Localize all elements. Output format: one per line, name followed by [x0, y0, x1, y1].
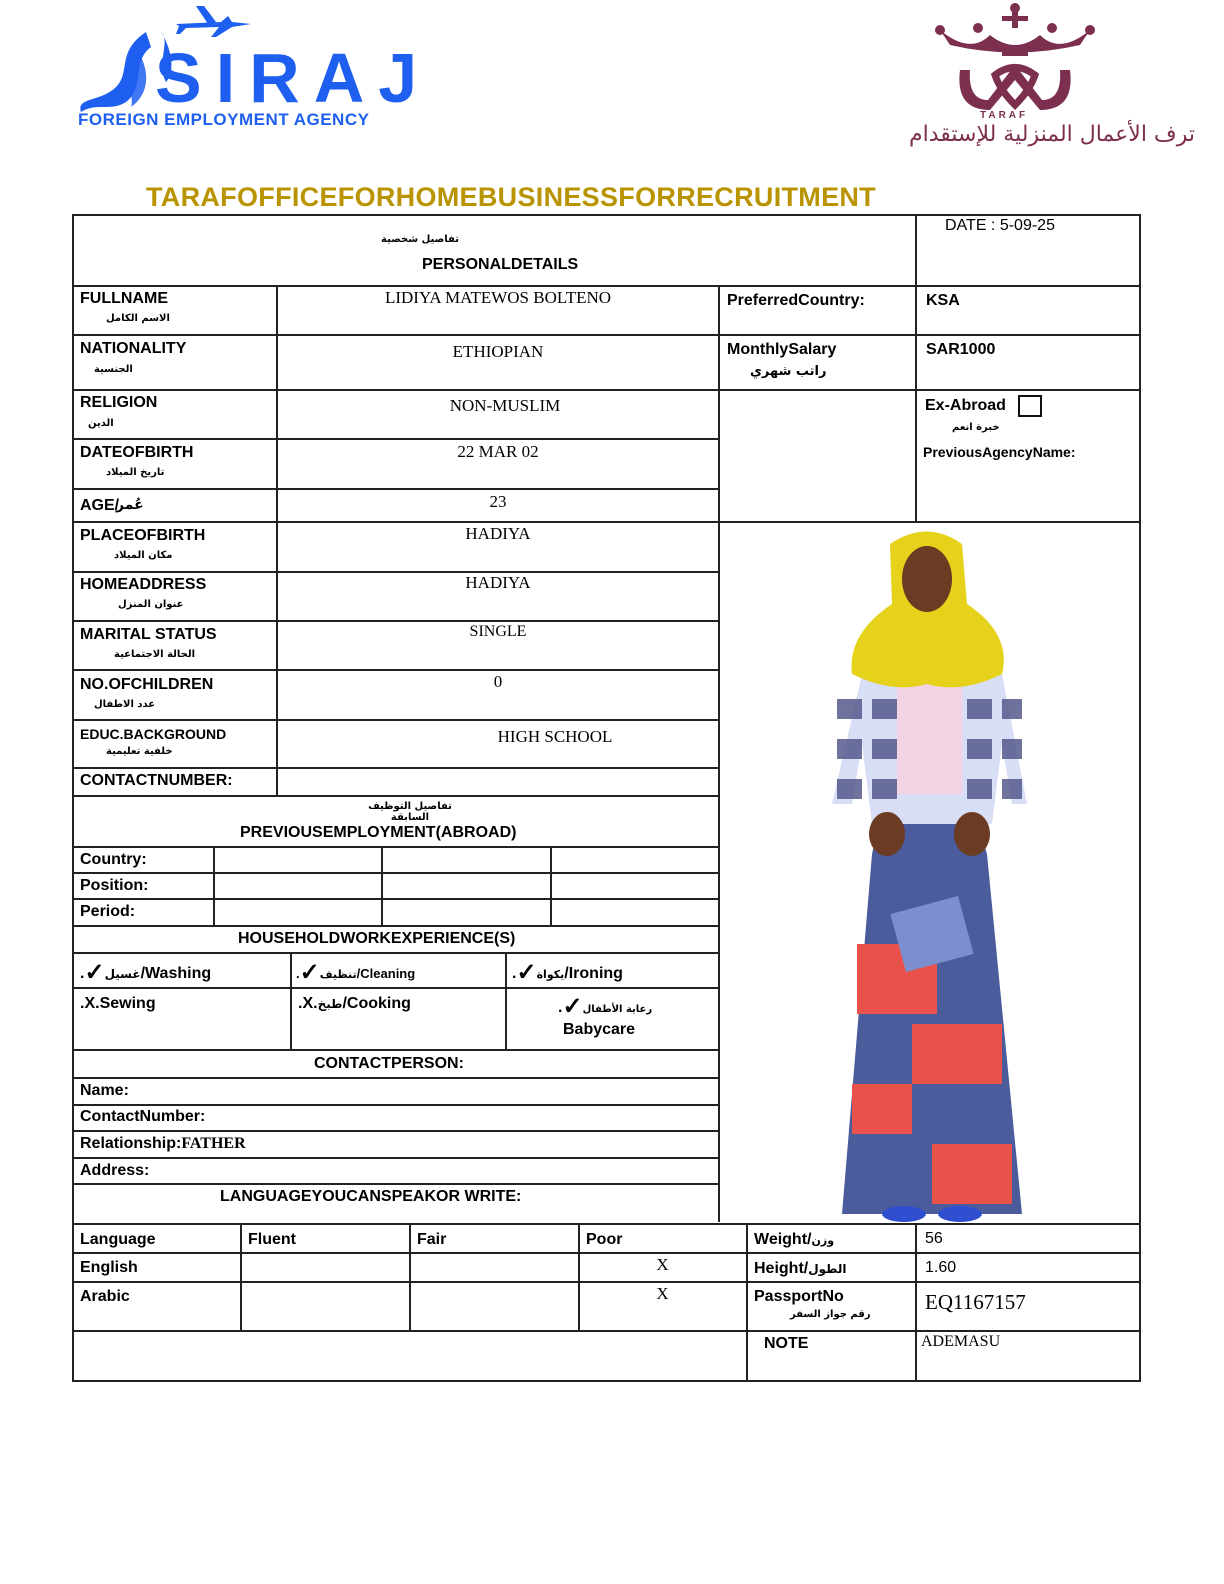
contact-number-value[interactable]	[282, 772, 712, 792]
previous-agency-label: PreviousAgencyName:	[923, 444, 1076, 460]
ex-abroad-label: Ex-Abroad	[925, 397, 1006, 414]
religion-label: RELIGION	[80, 394, 158, 411]
prev-employment-country-label: Country:	[80, 851, 147, 868]
religion-value[interactable]: NON-MUSLIM	[449, 396, 561, 415]
prev-employment-country-3[interactable]	[554, 849, 716, 869]
age-value[interactable]: 23	[489, 492, 507, 511]
note-value[interactable]: ADEMASU	[921, 1333, 1001, 1350]
x-mark: X	[302, 995, 314, 1012]
height-value[interactable]: 1.60	[925, 1259, 957, 1276]
passport-value[interactable]: EQ1167157	[925, 1290, 1026, 1314]
skill-cleaning[interactable]: .✓تنظيف/Cleaning	[296, 959, 416, 986]
prev-employment-position-3[interactable]	[554, 875, 716, 895]
contact-address-label: Address:	[80, 1162, 150, 1179]
applicant-photo	[722, 524, 1138, 1222]
monthly-salary-label: MonthlySalary	[727, 341, 837, 358]
lang-english-fluent[interactable]	[242, 1255, 407, 1277]
contact-number-person-label: ContactNumber:	[80, 1108, 206, 1125]
contact-person-heading: CONTACTPERSON:	[314, 1055, 464, 1072]
monthly-salary-value[interactable]: SAR1000	[926, 341, 996, 358]
weight-label-group	[754, 1231, 834, 1249]
passport-label: PassportNo	[754, 1288, 844, 1305]
prev-employment-period-label: Period:	[80, 903, 136, 920]
prev-employment-position-label: Position:	[80, 877, 149, 894]
form-date: DATE : 5-09-25	[945, 217, 1055, 234]
lang-arabic-poor[interactable]: X	[656, 1284, 669, 1303]
taraf-crown-logo	[930, 0, 1100, 125]
skill-sewing[interactable]: .X.Sewing	[80, 995, 156, 1012]
check-icon: ✓	[562, 993, 583, 1020]
contact-number-label: CONTACTNUMBER:	[80, 772, 233, 789]
note-label: NOTE	[764, 1335, 809, 1352]
prev-employment-position-2[interactable]	[385, 875, 547, 895]
siraj-subtitle: FOREIGN EMPLOYMENT AGENCY	[78, 110, 370, 129]
marital-status-label-ar: الحالة الاجتماعية	[114, 649, 196, 660]
education-value[interactable]: HIGH SCHOOL	[497, 727, 613, 746]
home-address-value[interactable]: HADIYA	[465, 573, 531, 592]
weight-label: Weight/	[754, 1231, 812, 1248]
lang-col-fair: Fair	[417, 1231, 447, 1248]
person-figure-icon	[722, 524, 1138, 1222]
lang-arabic-fair[interactable]	[411, 1284, 576, 1306]
age-label-ar: عُمر	[116, 497, 144, 513]
lang-col-poor: Poor	[586, 1231, 623, 1248]
dob-label-ar: تاريخ الميلاد	[106, 467, 165, 478]
prev-employment-period-1[interactable]	[216, 901, 378, 921]
monthly-salary-label-ar: راتب شهري	[750, 364, 827, 379]
children-label: NO.OFCHILDREN	[80, 676, 214, 693]
check-icon: ✓	[84, 959, 105, 986]
lang-arabic-fluent[interactable]	[242, 1284, 407, 1306]
contact-relationship[interactable]	[80, 1135, 246, 1153]
fullname-value[interactable]: LIDIYA MATEWOS BOLTENO	[384, 288, 612, 307]
preferred-country-value[interactable]: KSA	[926, 292, 960, 309]
personal-details-heading-ar: تفاصيل شخصية	[381, 234, 459, 245]
lang-english-poor[interactable]: X	[656, 1255, 669, 1274]
taraf-arabic-name: ترف الأعمال المنزلية للإستقدام	[909, 122, 1195, 147]
lang-col-fluent: Fluent	[248, 1231, 296, 1248]
languages-heading: LANGUAGEYOUCANSPEAKOR WRITE:	[220, 1188, 522, 1205]
height-label-ar: الطول	[808, 1262, 847, 1276]
nationality-label-ar: الجنسية	[94, 364, 133, 375]
relationship-value[interactable]: FATHER	[181, 1135, 246, 1152]
age-label: AGE/	[80, 497, 120, 514]
crown-icon	[930, 0, 1100, 125]
children-value[interactable]: 0	[493, 672, 503, 691]
weight-value[interactable]: 56	[925, 1230, 943, 1247]
prev-employment-period-2[interactable]	[385, 901, 547, 921]
previous-employment-heading-ar: تفاصيل التوظيف السابقة	[368, 801, 452, 823]
prev-employment-period-3[interactable]	[554, 901, 716, 921]
fullname-label: FULLNAME	[80, 290, 168, 307]
dob-label: DATEOFBIRTH	[80, 444, 194, 461]
height-label: Height/	[754, 1260, 809, 1277]
nationality-label: NATIONALITY	[80, 340, 187, 357]
prev-employment-country-2[interactable]	[385, 849, 547, 869]
home-address-label-ar: عنوان المنزل	[118, 599, 184, 610]
siraj-brand-name: SIRAJ	[155, 39, 432, 117]
weight-label-ar: وزن	[811, 1234, 835, 1247]
place-of-birth-label: PLACEOFBIRTH	[80, 527, 206, 544]
skill-babycare-label: Babycare	[563, 1021, 636, 1038]
contact-name-label: Name:	[80, 1082, 129, 1099]
prev-employment-country-1[interactable]	[216, 849, 378, 869]
children-label-ar: عدد الاطفال	[94, 699, 156, 710]
previous-employment-heading: PREVIOUSEMPLOYMENT(ABROAD)	[240, 824, 517, 841]
ex-abroad-label-ar: خبرة انعم	[952, 422, 1000, 433]
lang-arabic-label: Arabic	[80, 1288, 130, 1305]
check-icon: ✓	[516, 959, 537, 986]
lang-col-language: Language	[80, 1231, 156, 1248]
skill-babycare[interactable]: .✓رعاية الأطفال	[558, 993, 653, 1020]
skill-cooking[interactable]: .X.طبخ/Cooking	[298, 995, 411, 1012]
marital-status-value[interactable]: SINGLE	[469, 623, 527, 640]
education-label-ar: خلفية تعليمية	[106, 746, 173, 757]
lang-english-fair[interactable]	[411, 1255, 576, 1277]
skill-ironing[interactable]: .✓يكواة/Ironing	[512, 959, 623, 986]
x-mark: X	[84, 995, 96, 1012]
place-of-birth-value[interactable]: HADIYA	[465, 524, 531, 543]
marital-status-label: MARITAL STATUS	[80, 626, 217, 643]
passport-label-ar: رقم جواز السفر	[790, 1309, 871, 1320]
religion-label-ar: الدين	[88, 418, 114, 429]
nationality-value[interactable]: ETHIOPIAN	[452, 342, 544, 361]
taraf-brand-name: TARAF	[980, 110, 1029, 121]
ex-abroad-checkbox[interactable]	[1018, 395, 1042, 417]
check-icon: ✓	[299, 959, 320, 986]
dob-value[interactable]: 22 MAR 02	[457, 442, 539, 461]
preferred-country-label: PreferredCountry:	[727, 292, 865, 309]
household-heading: HOUSEHOLDWORKEXPERIENCE(S)	[238, 930, 516, 947]
fullname-label-ar: الاسم الكامل	[106, 313, 170, 324]
personal-details-heading: PERSONALDETAILS	[422, 256, 579, 273]
education-label: EDUC.BACKGROUND	[80, 726, 227, 742]
home-address-label: HOMEADDRESS	[80, 576, 207, 593]
lang-english-label: English	[80, 1259, 138, 1276]
relationship-label: Relationship:	[80, 1135, 182, 1152]
height-label-group	[754, 1260, 846, 1278]
document-title: TARAFOFFICEFORHOMEBUSINESSFORRECRUITMENT	[146, 182, 876, 212]
place-of-birth-label-ar: مكان الميلاد	[114, 550, 173, 561]
skill-washing[interactable]: .✓غسيل/Washing	[80, 959, 212, 986]
prev-employment-position-1[interactable]	[216, 875, 378, 895]
